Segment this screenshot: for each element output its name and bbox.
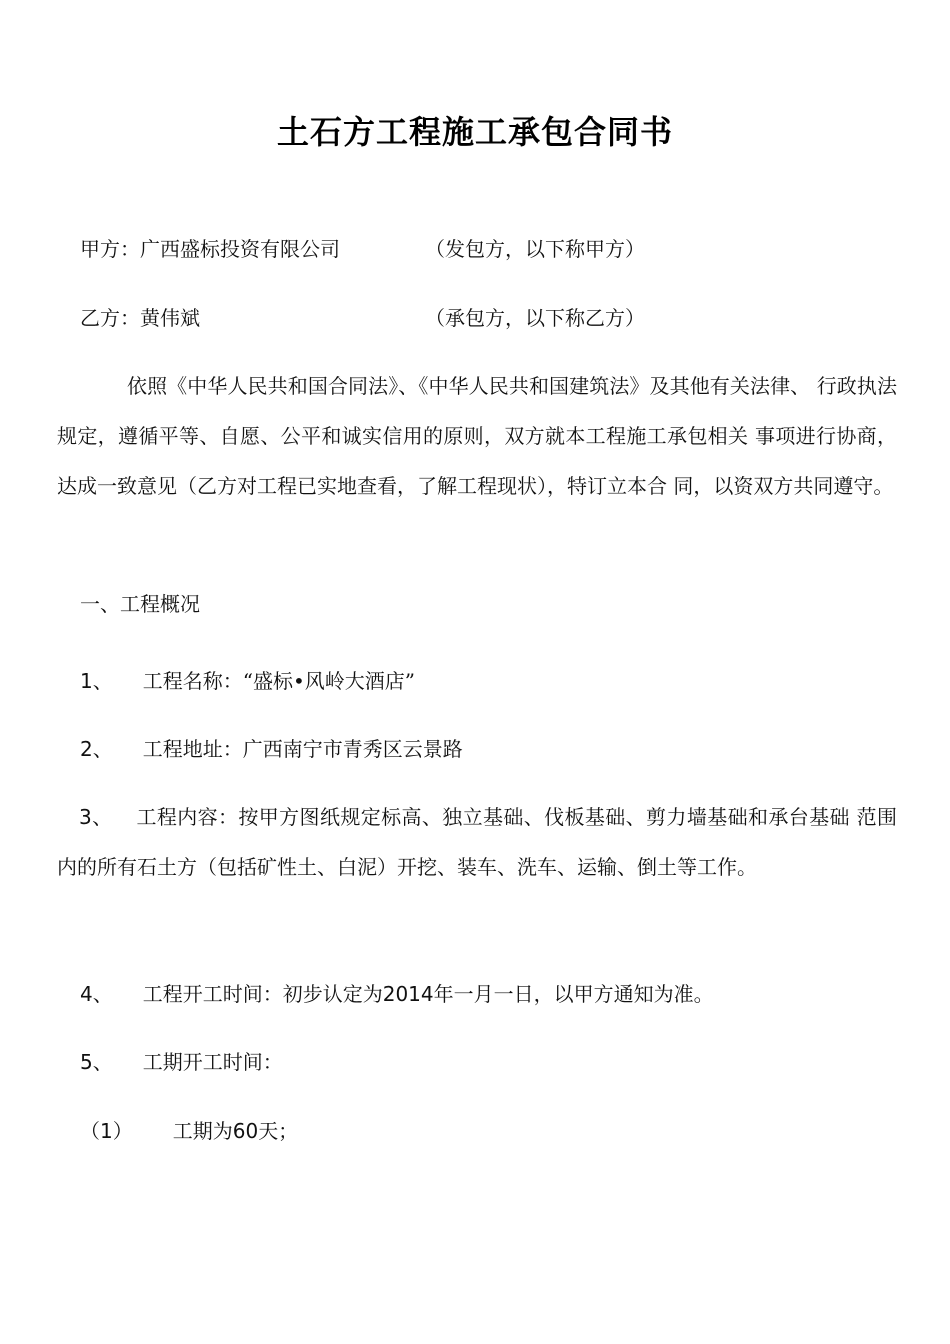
list-item (80, 1049, 283, 1075)
section-heading: 一、工程概况 (80, 592, 200, 616)
sub-item-number: （1） (80, 1119, 133, 1143)
duration-days: 60 (232, 1119, 259, 1143)
start-year: 2014 (382, 982, 434, 1006)
list-item-number: 3、 (79, 805, 113, 829)
list-item-text: 工程内容：按甲方图纸规定标高、独立基础、伐板基础、剪力墙基础和承台基础 范围内的所有石土方（包括矿性土、白泥）开挖、装车、洗车、运输、倒土等工作。 (57, 805, 897, 879)
preamble-paragraph: 依照《中华人民共和国合同法》、《中华人民共和国建筑法》及其他有关法律、 行政执法规定，遵循平等、自愿、公平和诚实信用的原则，双方就本工程施工承包相关 事项进行协商，达成一致意见（乙方对工程已实地查看，了解工程现状），特订立本合 同，以资双方共同遵守。 (57, 374, 897, 498)
list-item-number: 5、 (80, 1050, 113, 1074)
list-item (80, 736, 463, 762)
list-item-text: 工期开工时间： (142, 1050, 283, 1074)
list-item (80, 981, 714, 1007)
document-title: 土石方工程施工承包合同书 (276, 113, 673, 151)
list-item (57, 792, 897, 892)
list-item-text-tail: 年一月一日，以甲方通知为准。 (433, 982, 714, 1006)
list-item (80, 668, 415, 694)
sub-list-item (80, 1118, 298, 1144)
list-item-number: 2、 (80, 737, 113, 761)
list-item-number: 1、 (80, 669, 113, 693)
list-item-number: 4、 (80, 982, 113, 1006)
party-b-label: 乙方：黄伟斌 (80, 306, 200, 330)
party-a-label: 甲方：广西盛标投资有限公司 (80, 237, 340, 261)
sub-item-text: 工期为 (172, 1119, 233, 1143)
party-b-role: （承包方，以下称乙方） (425, 306, 645, 330)
list-item-text: 工程开工时间：初步认定为 (142, 982, 383, 1006)
party-a-role: （发包方，以下称甲方） (425, 237, 645, 261)
sub-item-text-tail: 天； (258, 1119, 299, 1143)
list-item-text: 工程名称：“盛标•风岭大酒店” (142, 669, 415, 693)
list-item-text: 工程地址：广西南宁市青秀区云景路 (142, 737, 463, 761)
